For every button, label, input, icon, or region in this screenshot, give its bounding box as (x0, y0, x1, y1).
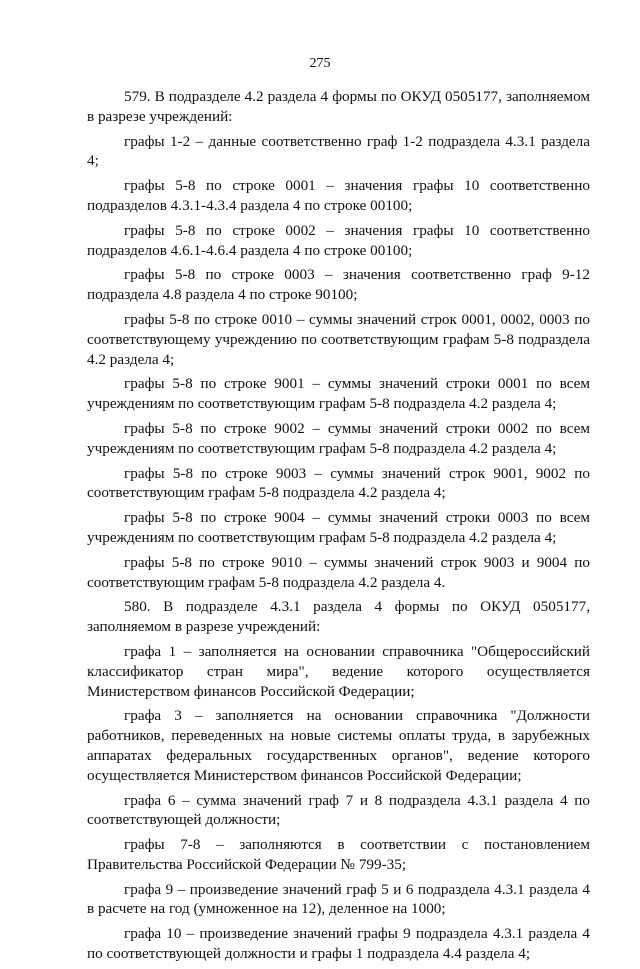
paragraph: графа 9 – произведение значений граф 5 и 6 подраздела 4.3.1 раздела 4 в расчете на год (умноженное на 12), деленное на 1000; (87, 880, 590, 918)
paragraph: графа 10 – произведение значений графы 9 подраздела 4.3.1 раздела 4 по соответствующей должности и графы 1 подраздела 4.4 раздела 4; (87, 925, 590, 963)
paragraph: графа 6 – сумма значений граф 7 и 8 подраздела 4.3.1 раздела 4 по соответствующей должности; (87, 791, 590, 829)
paragraph: 579. В подразделе 4.2 раздела 4 формы по ОКУД 0505177, заполняемом в разрезе учреждений: (87, 88, 590, 125)
paragraph: графы 5-8 по строке 9010 – суммы значений строк 9003 и 9004 по соответствующим графам 5-8 подраздела 4.2 раздела 4. (87, 553, 590, 591)
paragraph: графы 5-8 по строке 9004 – суммы значений строки 0003 по всем учреждениям по соответствующим графам 5-8 подраздела 4.2 раздела 4; (87, 509, 590, 546)
paragraph: графы 5-8 по строке 0002 – значения графы 10 соответственно подразделов 4.6.1-4.6.4 раздела 4 по строке 00100; (87, 221, 590, 259)
paragraph: графы 5-8 по строке 9001 – суммы значений строки 0001 по всем учреждениям по соответствующим графам 5-8 подраздела 4.2 раздела 4; (87, 375, 590, 413)
paragraph: графы 1-2 – данные соответственно граф 1-2 подраздела 4.3.1 раздела 4; (87, 132, 590, 170)
paragraph: графы 5-8 по строке 9003 – суммы значений строк 9001, 9002 по соответствующим графам 5-8 подраздела 4.2 раздела 4; (87, 464, 590, 502)
paragraph: графы 5-8 по строке 9002 – суммы значений строки 0002 по всем учреждениям по соответствующим графам 5-8 подраздела 4.2 раздела 4; (87, 419, 590, 457)
paragraph: графы 5-8 по строке 0003 – значения соответственно граф 9-12 подраздела 4.8 раздела 4 по строке 90100; (87, 266, 590, 304)
paragraph: графа 1 – заполняется на основании справочника "Общероссийский классификатор стран мира", ведение которого осуществляется Министерством финансов Российской Федерации; (87, 642, 590, 700)
paragraph: графы 5-8 по строке 0001 – значения графы 10 соответственно подразделов 4.3.1-4.3.4 раздела 4 по строке 00100; (87, 177, 590, 214)
paragraph: 580. В подразделе 4.3.1 раздела 4 формы по ОКУД 0505177, заполняемом в разрезе учреждений: (87, 598, 590, 636)
paragraph: графы 5-8 по строке 0010 – суммы значений строк 0001, 0002, 0003 по соответствующему учреждению по соответствующим графам 5-8 подраздела 4.2 раздела 4; (87, 310, 590, 368)
document-body (87, 87, 590, 969)
page-number: 275 (309, 56, 331, 71)
paragraph: графы 7-8 – заполняются в соответствии с постановлением Правительства Российской Федерации № 799-35; (87, 836, 590, 873)
paragraph: графа 3 – заполняется на основании справочника "Должности работников, переведенных на новые системы оплаты труда, в зарубежных аппаратах федеральных государственных органов", ведение которого осуществляется Министерством финансов Российской Федерации; (87, 707, 590, 784)
